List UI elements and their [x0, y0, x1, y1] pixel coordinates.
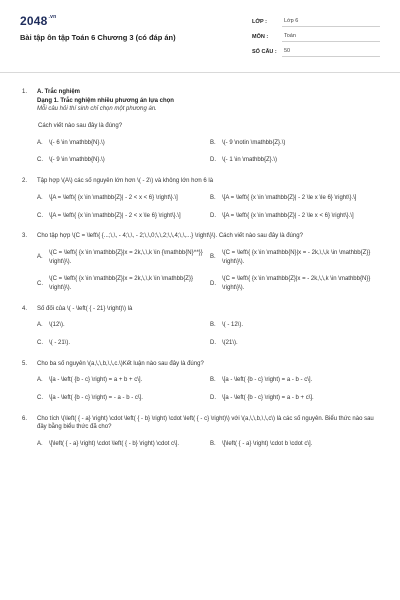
option-text: \[a - \left( {b - c} \right) = a + b + c\]. [49, 377, 143, 384]
answer-options [37, 376, 378, 402]
meta-value: 50 [282, 48, 380, 57]
option-letter: A. [37, 377, 43, 384]
question-text: Số đối của \( - \left( { - 21} \right)\) là [37, 305, 133, 312]
answer-option[interactable] [210, 440, 383, 449]
meta-row-class [252, 12, 380, 27]
meta-label: LỚP : [252, 19, 267, 25]
question-number: 5. [22, 360, 28, 367]
question-1 [22, 88, 378, 114]
option-letter: A. [37, 254, 43, 261]
answer-option[interactable] [37, 212, 210, 221]
question-body [37, 88, 378, 114]
option-letter: B. [210, 441, 216, 448]
option-text: \[A = \left\{ {x \in \mathbb{Z}| - 2 < x \le 6} \right\}.\] [49, 212, 181, 219]
option-letter: D. [210, 212, 216, 219]
option-letter: D. [210, 340, 216, 346]
answer-option[interactable] [210, 156, 383, 165]
option-text: \(- 6 \in \mathbb{N}.\) [49, 139, 105, 146]
option-text: \(12\). [49, 322, 65, 329]
option-letter: D. [210, 157, 216, 164]
option-text: \(- 9 \notin \mathbb{Z}.\) [222, 139, 286, 146]
logo-suffix: .vn [48, 14, 57, 20]
answer-options [37, 249, 378, 293]
document-meta [252, 12, 380, 57]
question-text: Cho tập hợp \(C = \left\{ {...;\,\, - 4;\,\, - 2;\,\,0;\,\,2;\,\,4;\,\,...} \right\}\). Cách viết nào sau đây là đúng? [37, 233, 303, 240]
answer-option[interactable] [37, 394, 210, 403]
option-text: \( - 21\). [49, 340, 71, 346]
meta-label: MÔN : [252, 34, 269, 40]
option-letter: C. [37, 157, 43, 164]
answer-option[interactable] [37, 275, 210, 292]
option-text: \(- 9 \in \mathbb{N}.\) [49, 157, 105, 164]
answer-option[interactable] [210, 376, 383, 385]
option-letter: D. [210, 280, 216, 287]
option-letter: B. [210, 254, 216, 261]
answer-options [37, 194, 378, 220]
option-text: \( - 12\). [222, 322, 244, 329]
option-text: \(C = \left\{ {x \in \mathbb{Z}|x = 2k,\,\,k \in {\mathbb{N}^*}} \right\}\). [49, 249, 203, 265]
option-text: \(21\). [222, 340, 238, 346]
question-6 [22, 415, 378, 432]
logo-text: 2048 [20, 14, 48, 28]
option-text: \(C = \left\{ {x \in \mathbb{Z}|x = 2k,\,\,k \in \mathbb{Z}} \right\}\). [49, 276, 193, 291]
option-letter: A. [37, 441, 43, 448]
question-3 [22, 232, 378, 241]
page-header [0, 0, 400, 62]
answer-option[interactable] [37, 321, 210, 330]
question-4 [22, 305, 378, 314]
answer-option[interactable] [210, 194, 383, 203]
option-letter: C. [37, 340, 43, 346]
option-letter: A. [37, 322, 43, 329]
option-letter: B. [210, 322, 216, 329]
question-text: Cho ba số nguyên \(a,\,\,b,\,\,c.\)Kết luận nào sau đây là đúng? [37, 360, 204, 367]
meta-row-subject [252, 27, 380, 42]
answer-option[interactable] [37, 440, 210, 449]
option-text: \[\left( { - a} \right) \cdot \left( { - b} \right) \cdot c\]. [49, 441, 180, 448]
option-text: \[a - \left( {b - c} \right) = a - b - c\]. [222, 377, 313, 384]
option-letter: B. [210, 377, 216, 384]
answer-option[interactable] [210, 139, 383, 148]
option-text: \[A = \left\{ {x \in \mathbb{Z}| - 2 \le x \le 6} \right\}.\] [222, 194, 357, 201]
section-note: Mỗi câu hỏi thí sinh chỉ chọn một phương án. [37, 106, 157, 113]
question-number: 3. [22, 233, 28, 240]
question-number: 4. [22, 305, 28, 312]
answer-option[interactable] [210, 212, 383, 221]
option-letter: C. [37, 280, 43, 287]
option-letter: A. [37, 194, 43, 201]
answer-option[interactable] [210, 275, 383, 292]
question-text: Tập hợp \(A\) các số nguyên lớn hơn \( - 2\) và không lớn hơn 6 là [37, 178, 214, 185]
option-text: \(- 1 \in \mathbb{Z}.\) [222, 157, 278, 164]
section-title: A. Trắc nghiệm [37, 89, 81, 95]
site-logo[interactable] [20, 14, 56, 28]
option-letter: A. [37, 139, 43, 146]
answer-option[interactable] [37, 156, 210, 165]
answer-option[interactable] [37, 194, 210, 203]
answer-option[interactable] [210, 394, 383, 403]
option-letter: B. [210, 139, 216, 146]
answer-option[interactable] [37, 339, 210, 348]
header-divider [0, 72, 400, 73]
section-subtitle: Dạng 1. Trắc nghiệm nhiều phương án lựa chọn [37, 97, 174, 104]
answer-option[interactable] [210, 321, 383, 330]
answer-option[interactable] [37, 139, 210, 148]
option-letter: C. [37, 212, 43, 219]
option-letter: B. [210, 194, 216, 201]
answer-option[interactable] [210, 249, 383, 266]
question-number: 1. [22, 89, 28, 95]
option-text: \[\left( { - a} \right) \cdot b \cdot c\]. [222, 441, 313, 448]
answer-option[interactable] [37, 249, 210, 266]
option-text: \[A = \left\{ {x \in \mathbb{Z}| - 2 \le x < 6} \right\}.\] [222, 212, 354, 219]
option-text: \[a - \left( {b - c} \right) = a - b + c\]. [222, 395, 314, 402]
question-5 [22, 360, 378, 369]
answer-options [37, 440, 378, 449]
question-number: 2. [22, 178, 28, 185]
answer-options [37, 321, 378, 347]
question-list [22, 88, 378, 449]
meta-label: SỐ CÂU : [252, 49, 277, 55]
question-text: Cho tích \(\left( { - a} \right) \cdot \left( { - b} \right) \cdot \left( { - c} \right)\) với \(a,\,\,b,\,\,c\) là các số nguyên. Biểu thức nào sau đây bằng biểu thức đã cho? [37, 415, 374, 431]
document-title: Bài tập ôn tập Toán 6 Chương 3 (có đáp án) [20, 33, 176, 42]
meta-value: Lớp 6 [282, 18, 380, 27]
question-2 [22, 177, 378, 186]
option-letter: C. [37, 395, 43, 402]
question-text: Cách viết nào sau đây là đúng? [38, 123, 123, 130]
meta-value: Toán [282, 33, 380, 42]
question-number: 6. [22, 415, 28, 422]
answer-options [37, 139, 378, 165]
option-text: \[a - \left( {b - c} \right) = - a - b - c\]. [49, 395, 143, 402]
answer-option[interactable] [210, 339, 383, 348]
option-letter: D. [210, 395, 216, 402]
meta-row-count [252, 42, 380, 57]
answer-option[interactable] [37, 376, 210, 385]
option-text: \(C = \left\{ {x \in \mathbb{N}|x = - 2k,\,\,k \in \mathbb{Z}} \right\}\). [222, 249, 371, 265]
option-text: \(C = \left\{ {x \in \mathbb{Z}|x = - 2k,\,\,k \in \mathbb{N}} \right\}\). [222, 276, 371, 291]
option-text: \[A = \left\{ {x \in \mathbb{Z}| - 2 < x < 6} \right\}.\] [49, 194, 178, 201]
